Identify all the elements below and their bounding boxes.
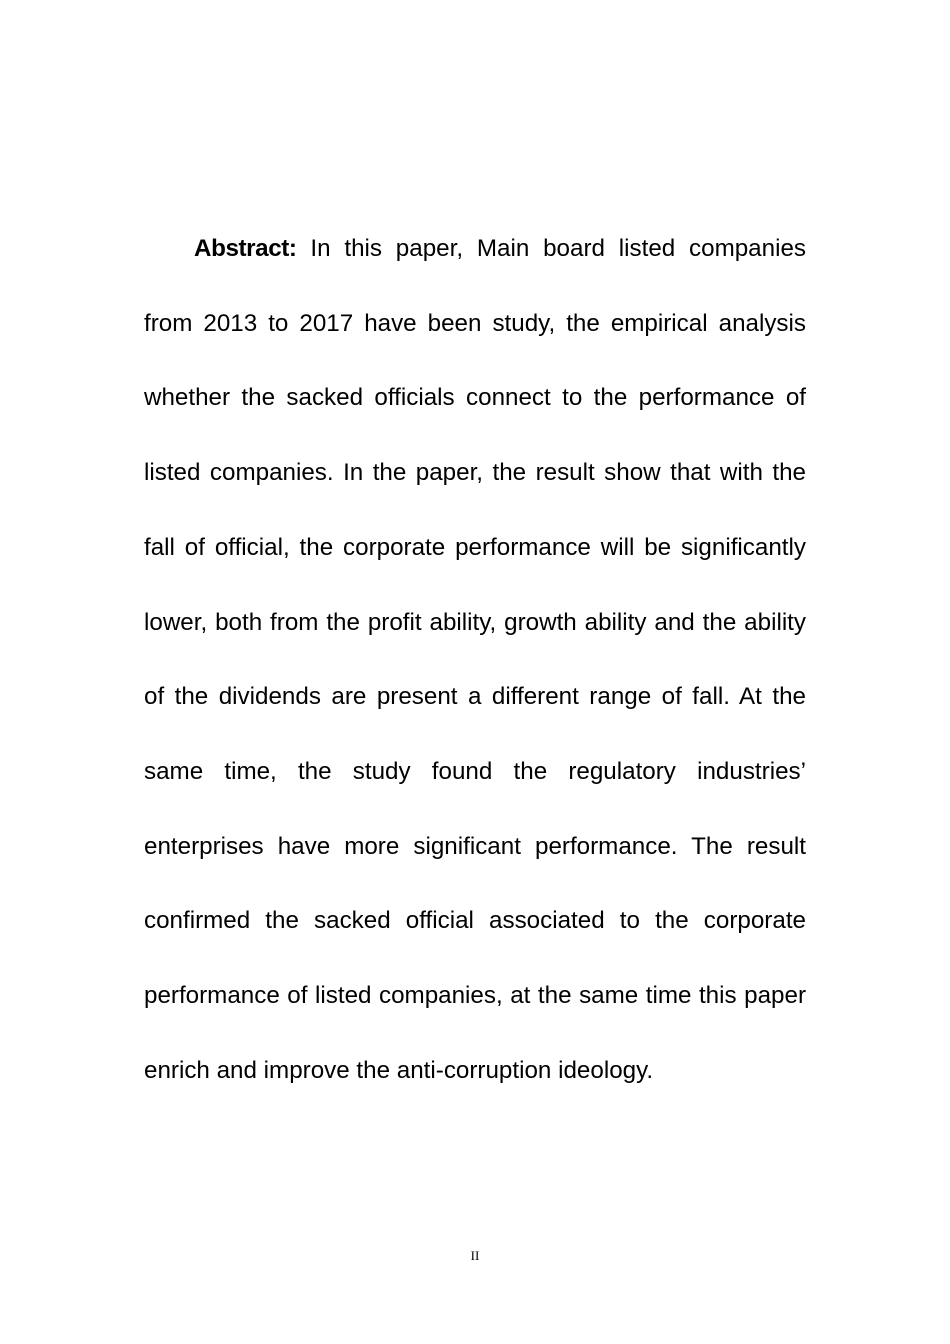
abstract-label: Abstract:	[194, 235, 297, 262]
abstract-text: In this paper, Main board listed companies from 2013 to 2017 have been study, the empirical analysis whether the sacked officials connect to the performance of listed companies. In the paper, the result show that with the fall of official, the corporate performance will be significantly lower, both from the profit ability, growth ability and the ability of the dividends are present a different range of fall. At the same time, the study found the regulatory industries’ enterprises have more significant performance. The result confirmed the sacked official associated to the corporate performance of listed companies, at the same time this paper enrich and improve the anti-corruption ideology.	[144, 235, 806, 1084]
abstract-paragraph	[144, 212, 806, 1108]
page-number: II	[470, 1248, 480, 1263]
